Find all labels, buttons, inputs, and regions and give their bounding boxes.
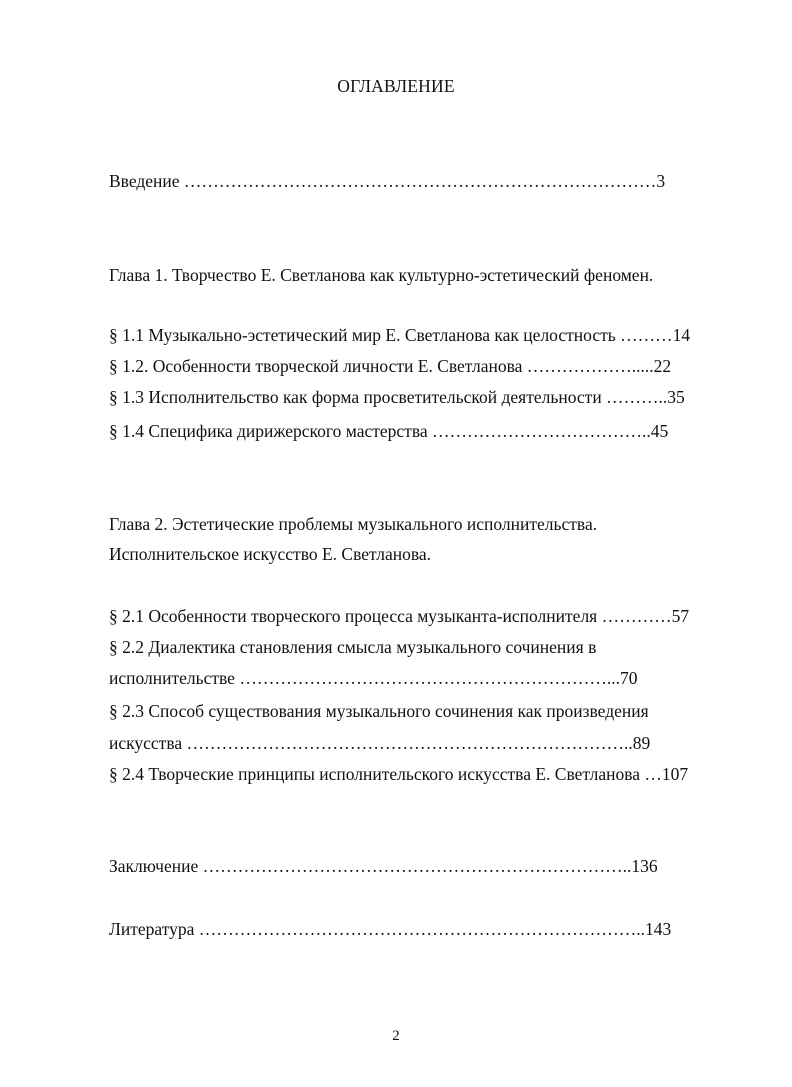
toc-entry-1-1: § 1.1 Музыкально-эстетический мир Е. Светланова как целостность ………14 (109, 325, 691, 345)
toc-entry-2-2-line-2: исполнительстве ………………………………………………………...70 (109, 668, 638, 688)
toc-chapter-2-heading-line-2: Исполнительское искусство Е. Светланова. (109, 544, 431, 564)
toc-entry-1-3: § 1.3 Исполнительство как форма просветительской деятельности ………..35 (109, 387, 685, 407)
page-title: ОГЛАВЛЕНИЕ (337, 76, 455, 96)
toc-entry-2-4: § 2.4 Творческие принципы исполнительского искусства Е. Светланова …107 (109, 764, 689, 784)
toc-entry-2-3-line-2: искусства …………………………………………………………………..89 (109, 733, 651, 753)
toc-entry-intro: Введение ………………………………………………………………………3 (109, 171, 666, 191)
toc-chapter-1-heading: Глава 1. Творчество Е. Светланова как культурно-эстетический феномен. (109, 265, 654, 285)
toc-entry-2-1: § 2.1 Особенности творческого процесса музыканта-исполнителя …………57 (109, 606, 690, 626)
toc-entry-2-2-line-1: § 2.2 Диалектика становления смысла музыкального сочинения в (109, 637, 597, 657)
toc-entry-2-3-line-1: § 2.3 Способ существования музыкального сочинения как произведения (109, 701, 649, 721)
toc-entry-literature: Литература …………………………………………………………………..143 (109, 919, 672, 939)
toc-chapter-2-heading-line-1: Глава 2. Эстетические проблемы музыкального исполнительства. (109, 514, 598, 534)
toc-entry-1-2: § 1.2. Особенности творческой личности Е. Светланова ……………….....22 (109, 356, 672, 376)
page-number: 2 (392, 1028, 400, 1044)
toc-entry-1-4: § 1.4 Специфика дирижерского мастерства ………………………………..45 (109, 421, 669, 441)
toc-entry-conclusion: Заключение ………………………………………………………………..136 (109, 856, 658, 876)
